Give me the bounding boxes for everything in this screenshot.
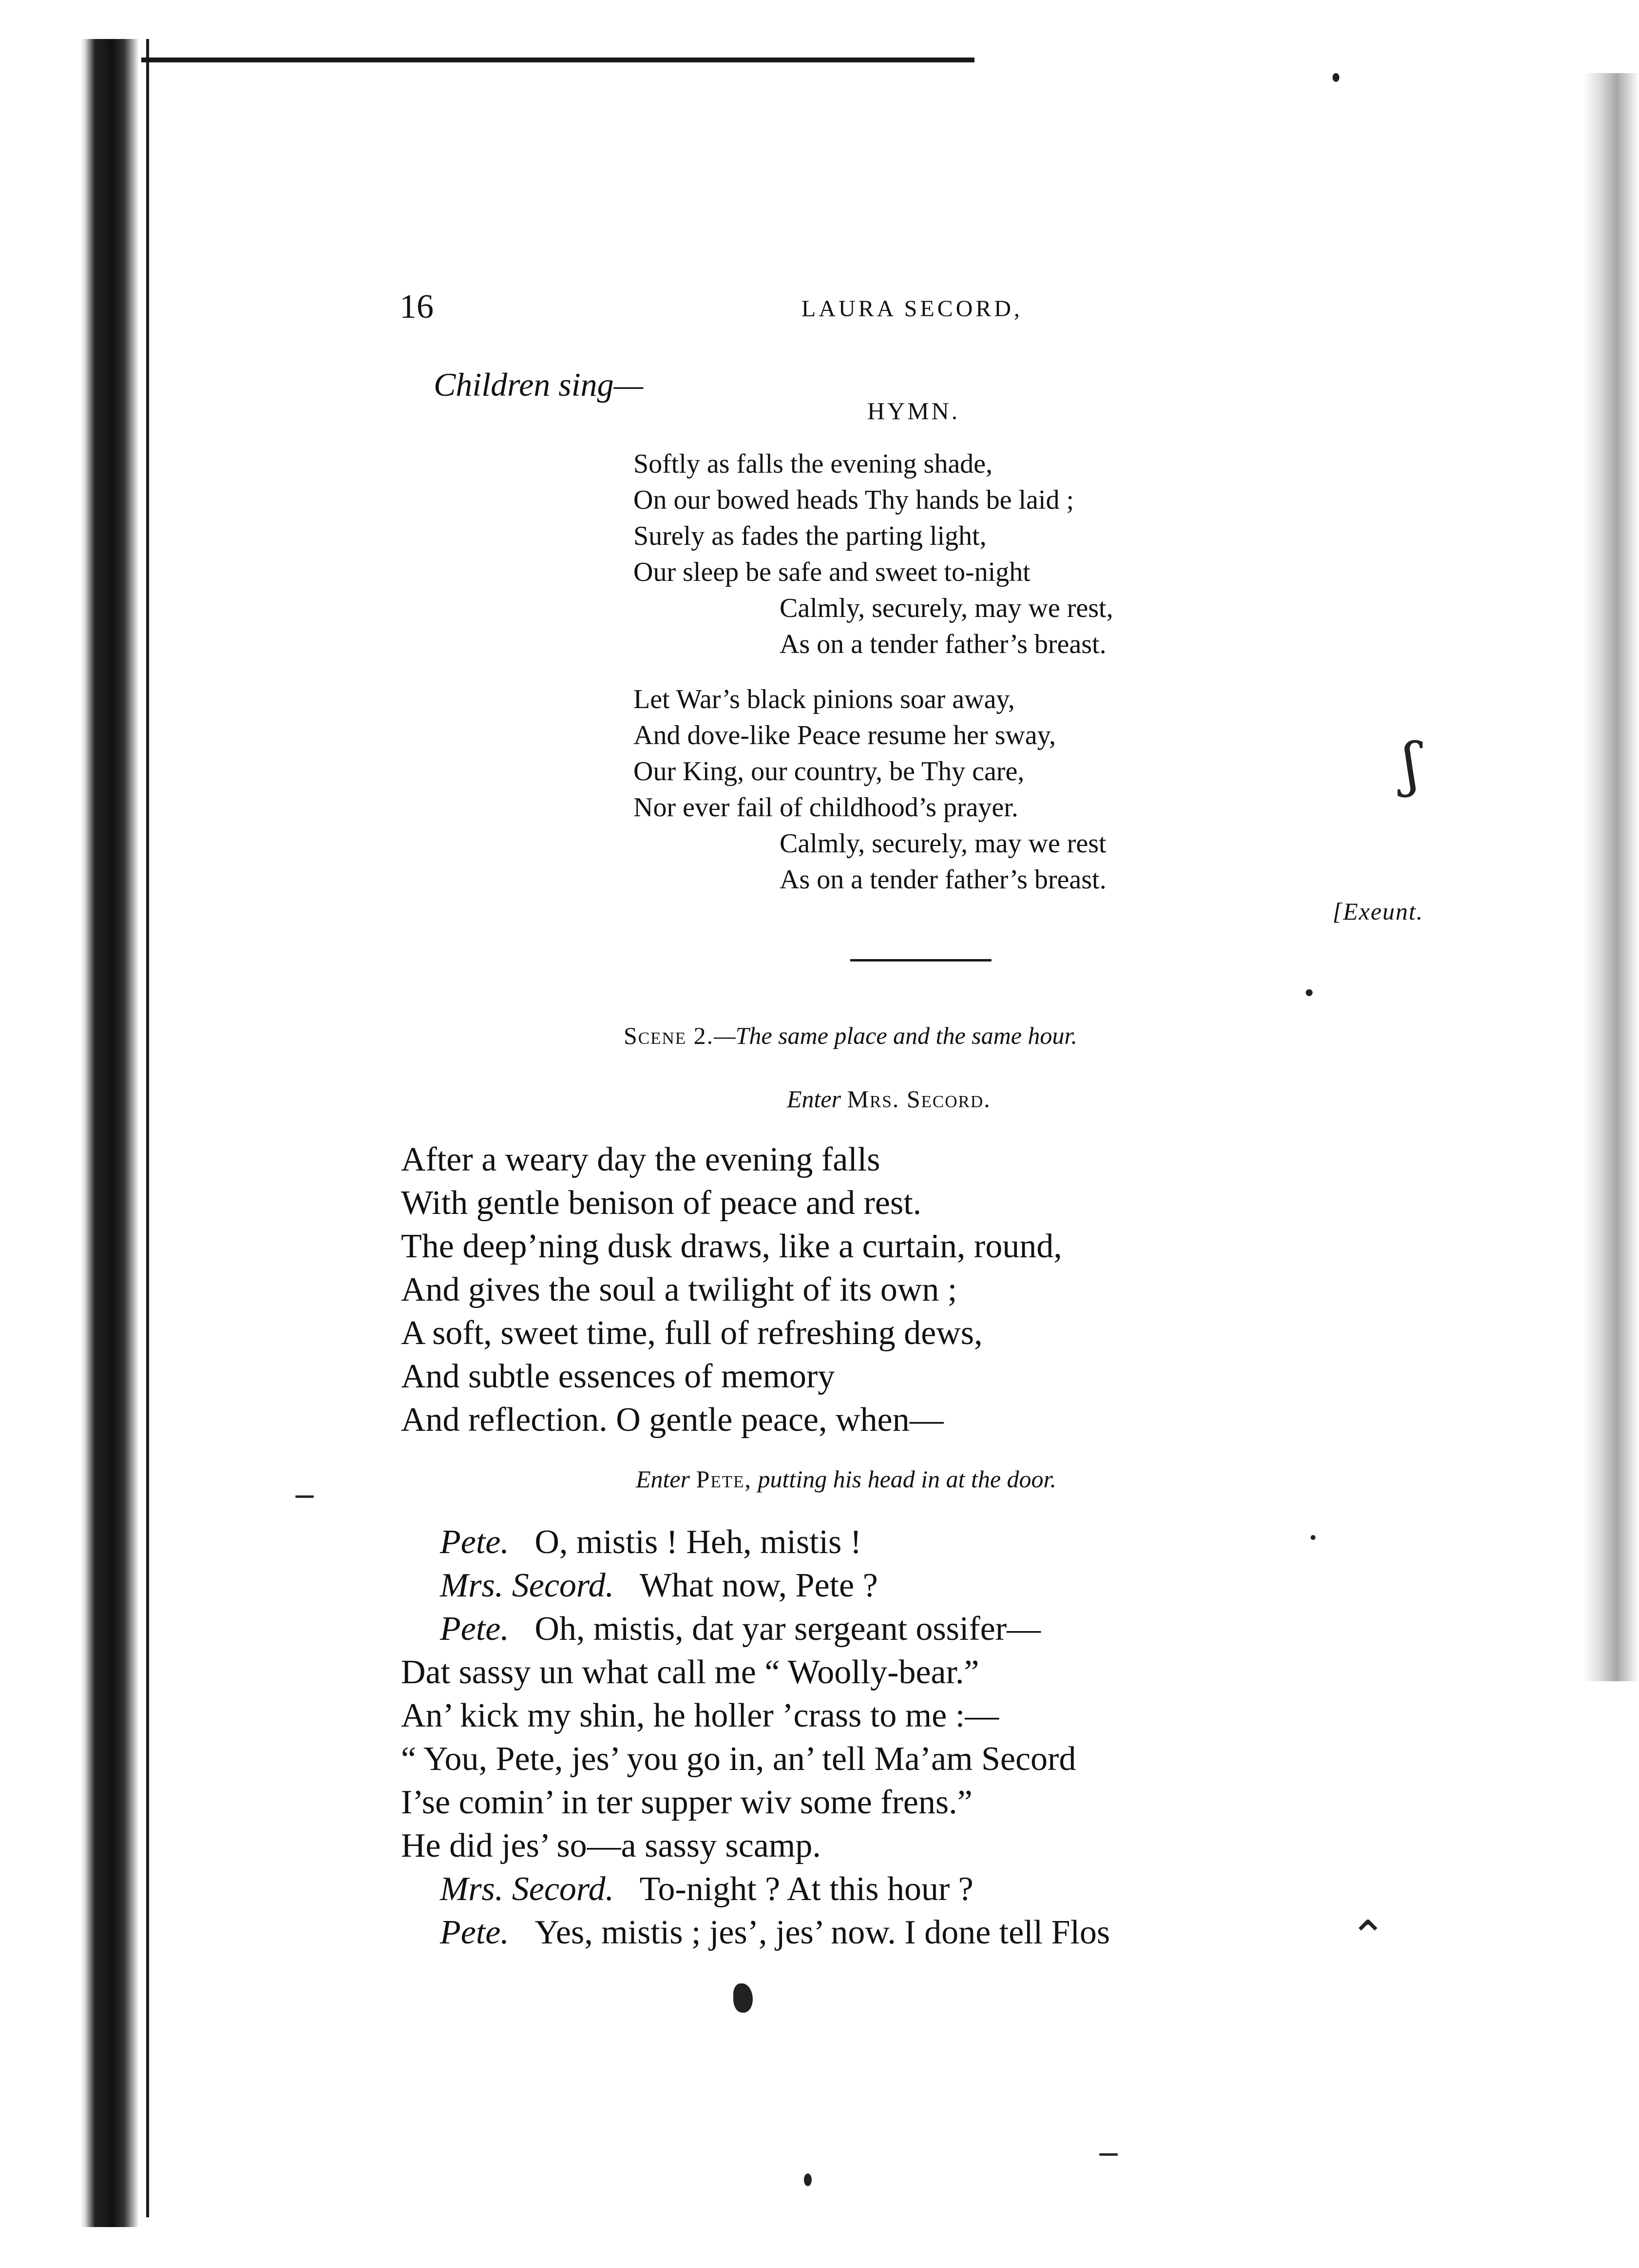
dust-speck	[1333, 73, 1339, 82]
hymn-verse-1	[633, 446, 1113, 662]
hymn-title: HYMN.	[867, 397, 960, 424]
dialogue-line	[401, 1607, 1110, 1651]
speaker-name: Pete.	[440, 1523, 509, 1561]
pen-mark: −	[292, 1479, 317, 1513]
verse-line: Nor ever fail of childhood’s prayer.	[633, 792, 1018, 823]
dialogue-line	[401, 1651, 1110, 1694]
verse-line: Our King, our country, be Thy care,	[633, 756, 1025, 787]
speaker-name: Pete.	[440, 1610, 509, 1648]
dialogue-line	[401, 1824, 1110, 1867]
dialogue-line	[401, 1867, 1110, 1911]
dialogue-line	[401, 1911, 1110, 1954]
dialogue-text: He did jes’ so—a sassy scamp.	[401, 1827, 821, 1864]
book-spine-shadow	[80, 39, 139, 2227]
dialogue-line	[401, 1694, 1110, 1737]
dialogue-text: Dat sassy un what call me “ Woolly-bear.”	[401, 1653, 979, 1691]
page-number: 16	[400, 288, 434, 326]
monologue-line: With gentle benison of peace and rest.	[401, 1184, 922, 1222]
verse-refrain-line: Calmly, securely, may we rest,	[780, 593, 1113, 623]
character-name: Mrs. Secord.	[847, 1085, 991, 1113]
dust-speck	[804, 2173, 812, 2186]
dialogue-text: Oh, mistis, dat yar sergeant ossifer—	[534, 1610, 1041, 1648]
monologue-line: And subtle essences of memory	[401, 1358, 835, 1395]
enter-word: Enter	[787, 1085, 841, 1113]
enter-pete-direction	[636, 1467, 1056, 1491]
dialogue-line	[401, 1737, 1110, 1781]
dialogue-text: To-night ? At this hour ?	[639, 1870, 973, 1908]
dialogue-text: What now, Pete ?	[639, 1567, 878, 1604]
monologue-line: A soft, sweet time, full of refreshing dews,	[401, 1314, 983, 1352]
dialogue-text: O, mistis ! Heh, mistis !	[534, 1523, 862, 1561]
pen-mark: −	[1096, 2137, 1121, 2171]
monologue-line: The deep’ning dusk draws, like a curtain, round,	[401, 1228, 1062, 1265]
speaker-name: Mrs. Secord.	[440, 1870, 614, 1908]
verse-line: And dove-like Peace resume her sway,	[633, 720, 1056, 750]
stage-direction-children: Children sing—	[434, 366, 644, 403]
dust-speck	[1311, 1535, 1315, 1540]
right-page-edge	[1583, 73, 1639, 1681]
dialogue-line	[401, 1781, 1110, 1824]
stage-action: putting his head in at the door.	[758, 1465, 1057, 1493]
dialogue-text: “ You, Pete, jes’ you go in, an’ tell Ma’am Secord	[401, 1740, 1076, 1778]
page-edge-line	[146, 39, 149, 2217]
dialogue-text: I’se comin’ in ter supper wiv some frens.”	[401, 1784, 972, 1821]
hymn-verse-2	[633, 681, 1106, 898]
dust-speck	[733, 1983, 753, 2013]
verse-line: Let War’s black pinions soar away,	[633, 684, 1015, 714]
dialogue-text: Yes, mistis ; jes’, jes’ now. I done tell Flos	[534, 1914, 1110, 1951]
verse-line: Our sleep be safe and sweet to-night	[633, 557, 1030, 587]
verse-line: Surely as fades the parting light,	[633, 521, 987, 551]
monologue-line: And reflection. O gentle peace, when—	[401, 1401, 944, 1439]
speaker-name: Pete.	[440, 1914, 509, 1951]
dialogue	[401, 1520, 1110, 1954]
verse-line: On our bowed heads Thy hands be laid ;	[633, 485, 1074, 515]
monologue-line: And gives the soul a twilight of its own ;	[401, 1271, 957, 1308]
verse-refrain-line: Calmly, securely, may we rest	[780, 828, 1106, 859]
dialogue-line	[401, 1520, 1110, 1564]
running-head: LAURA SECORD,	[801, 296, 1023, 322]
monologue-line: After a weary day the evening falls	[401, 1141, 880, 1178]
scene-divider	[850, 959, 991, 961]
monologue	[401, 1138, 1062, 1442]
dialogue-text: An’ kick my shin, he holler ’crass to me :—	[401, 1697, 999, 1734]
pen-mark: ⌃	[1350, 1911, 1387, 1962]
pen-mark: ʃ	[1403, 731, 1419, 799]
top-border-rule	[141, 58, 974, 62]
speaker-name: Mrs. Secord.	[440, 1567, 614, 1604]
scene-heading	[624, 1023, 1077, 1048]
exeunt-direction: [Exeunt.	[1333, 898, 1424, 925]
scene-label: Scene 2.	[624, 1022, 714, 1049]
verse-refrain-line: As on a tender father’s breast.	[780, 865, 1106, 895]
verse-refrain-line: As on a tender father’s breast.	[780, 629, 1106, 659]
character-name: Pete,	[696, 1465, 752, 1493]
verse-line: Softly as falls the evening shade,	[633, 449, 993, 479]
enter-word: Enter	[636, 1465, 690, 1493]
dialogue-line	[401, 1564, 1110, 1607]
scene-description: —The same place and the same hour.	[714, 1022, 1077, 1049]
enter-mrs-secord	[787, 1087, 991, 1111]
dust-speck	[1306, 989, 1313, 996]
